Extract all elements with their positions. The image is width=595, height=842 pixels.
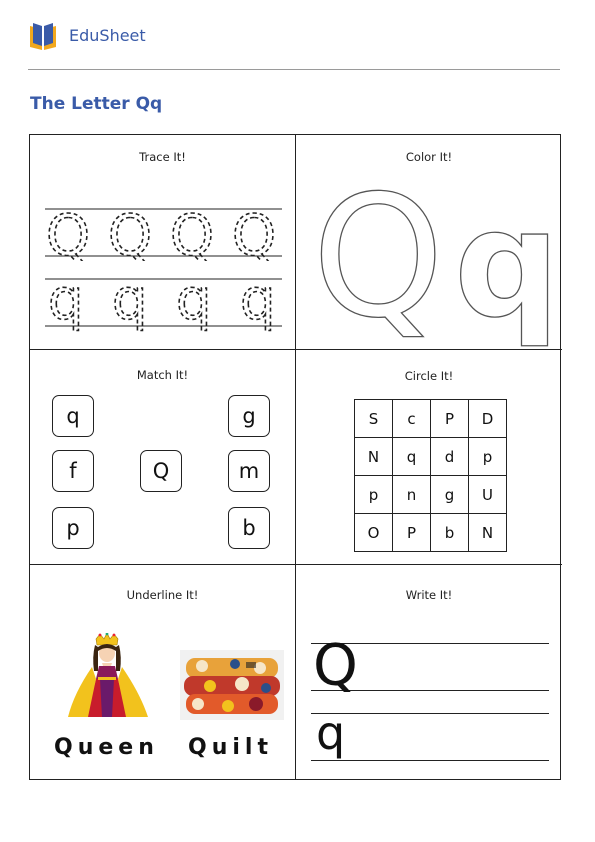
outline-lowercase-q: q: [454, 178, 560, 350]
grid-cell[interactable]: g: [431, 476, 469, 514]
svg-text:q: q: [240, 281, 276, 333]
match-left-3[interactable]: p: [52, 507, 94, 549]
write-section: [296, 565, 562, 780]
grid-cell[interactable]: U: [469, 476, 507, 514]
write-title: Write It!: [405, 588, 453, 602]
page-title: The Letter Qq: [30, 94, 163, 114]
grid-cell[interactable]: b: [431, 514, 469, 552]
svg-text:q: q: [176, 281, 212, 333]
brand-name: EduSheet: [69, 26, 146, 45]
svg-text:Q: Q: [232, 204, 277, 261]
match-right-3[interactable]: b: [228, 507, 270, 549]
open-book-icon: [28, 20, 58, 52]
trace-upper-letters: [46, 201, 286, 261]
svg-text:Q: Q: [170, 204, 215, 261]
write-example-lower: q: [316, 706, 346, 760]
write-example-upper: Q: [313, 633, 358, 699]
trace-section: [30, 135, 296, 350]
grid-cell[interactable]: n: [393, 476, 431, 514]
write-line-base-2: [311, 760, 549, 761]
circle-section: [296, 350, 562, 565]
svg-text:Q: Q: [46, 204, 91, 261]
grid-cell[interactable]: d: [431, 438, 469, 476]
word-quilt[interactable]: Quilt: [188, 735, 273, 760]
grid-cell[interactable]: p: [469, 438, 507, 476]
worksheet-grid: [29, 134, 561, 780]
write-line-top-2: [311, 713, 549, 714]
svg-text:Q: Q: [108, 204, 153, 261]
grid-cell[interactable]: O: [355, 514, 393, 552]
queen-illustration: [62, 633, 152, 721]
match-title: Match It!: [136, 368, 189, 382]
outline-letters: [296, 135, 562, 350]
color-section: [296, 135, 562, 350]
trace-upper-row: [46, 201, 286, 265]
color-title: Color It!: [405, 150, 453, 164]
header: [28, 18, 560, 58]
grid-cell[interactable]: p: [355, 476, 393, 514]
grid-cell[interactable]: S: [355, 400, 393, 438]
underline-section: [30, 565, 296, 780]
match-right-2[interactable]: m: [228, 450, 270, 492]
header-divider: [28, 69, 560, 70]
svg-text:q: q: [48, 281, 84, 333]
grid-cell[interactable]: q: [393, 438, 431, 476]
grid-cell[interactable]: P: [393, 514, 431, 552]
grid-cell[interactable]: N: [469, 514, 507, 552]
match-section: [30, 350, 296, 565]
grid-cell[interactable]: c: [393, 400, 431, 438]
circle-title: Circle It!: [404, 369, 454, 383]
trace-lower-letters: [46, 281, 286, 343]
match-left-2[interactable]: f: [52, 450, 94, 492]
outline-uppercase-q: Q: [312, 159, 445, 350]
grid-cell[interactable]: D: [469, 400, 507, 438]
match-center[interactable]: Q: [140, 450, 182, 492]
letter-grid: [354, 399, 507, 552]
match-left-1[interactable]: q: [52, 395, 94, 437]
quilt-photo: [180, 650, 284, 720]
match-right-1[interactable]: g: [228, 395, 270, 437]
grid-cell[interactable]: N: [355, 438, 393, 476]
trace-lower-row: [46, 281, 286, 347]
trace-title: Trace It!: [139, 150, 186, 164]
svg-text:q: q: [112, 281, 148, 333]
underline-title: Underline It!: [126, 588, 199, 602]
word-queen[interactable]: Queen: [54, 735, 159, 760]
grid-cell[interactable]: P: [431, 400, 469, 438]
